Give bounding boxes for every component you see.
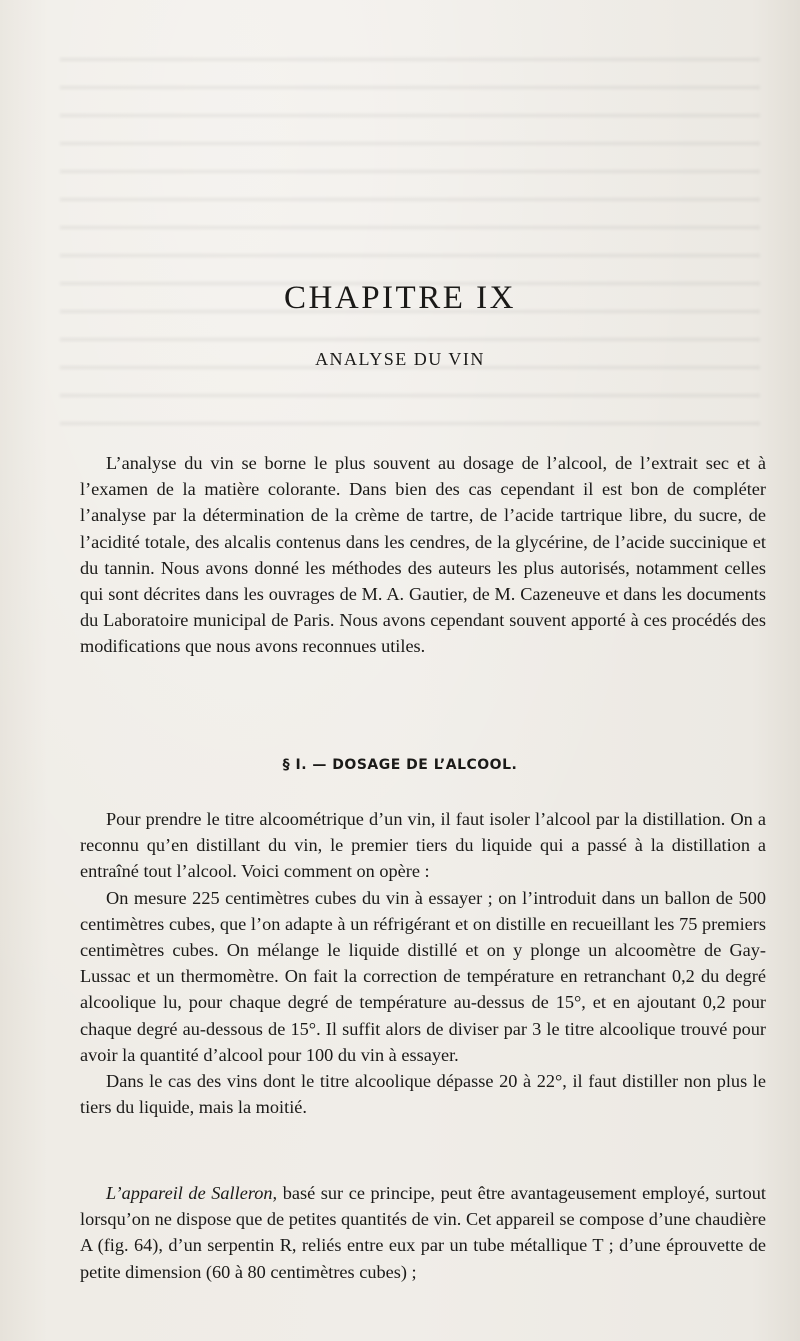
section-body <box>80 806 766 1120</box>
intro-paragraph: L’analyse du vin se borne le plus souvent au dosage de l’alcool, de l’extrait sec et à l’examen de la matière colorante. Dans bien des cas cependant il est bon de compléter l’analyse par la détermination de la crème de tartre, de l’acide tartrique libre, du sucre, de l’acidité totale, des alcalis contenus dans les cendres, de la glycérine, de l’acide succinique et du tannin. Nous avons donné les méthodes des auteurs les plus autorisés, notamment celles qui sont décrites dans les ouvrages de M. A. Gautier, de M. Cazeneuve et dans les documents du Laboratoire municipal de Paris. Nous avons cependant souvent apporté à ces procédés des modifications que nous avons reconnues utiles. <box>80 453 766 657</box>
chapter-subtitle: ANALYSE DU VIN <box>315 349 485 369</box>
paragraph-distillation: Pour prendre le titre alcoométrique d’un vin, il faut isoler l’alcool par la distillation. On a reconnu qu’en distillant du vin, le premier tiers du liquide qui a passé à la distillation a entraîné tout l’alcool. Voici comment on opère : <box>80 809 766 882</box>
paragraph-high-alcohol: Dans le cas des vins dont le titre alcoolique dépasse 20 à 22°, il faut distiller non plus le tiers du liquide, mais la moitié. <box>80 1071 766 1118</box>
paragraph-procedure: On mesure 225 centimètres cubes du vin à essayer ; on l’introduit dans un ballon de 500 centimètres cubes, que l’on adapte à un réfrigérant et on distille en recueillant les 75 premiers centimètres cubes. On mélange le liquide distillé et on y plonge un alcoomètre de Gay-Lussac et un thermomètre. On fait la correction de température en retranchant 0,2 du degré alcoolique lu, pour chaque degré de température au-dessus de 15°, et en ajoutant 0,2 pour chaque degré au-dessous de 15°. Il suffit alors de diviser par 3 le titre alcoolique trouvé pour avoir la quantité d’alcool pour 100 du vin à essayer. <box>80 887 766 1065</box>
salleron-italic-lead: L’appareil de Salleron, <box>106 1183 278 1203</box>
section-heading: § I. — DOSAGE DE L’ALCOOL. <box>282 757 518 773</box>
intro-block <box>80 450 766 660</box>
salleron-block <box>80 1180 766 1285</box>
chapter-title: CHAPITRE IX <box>284 280 516 316</box>
bleed-through-text <box>60 40 760 430</box>
paragraph-salleron <box>80 1180 766 1285</box>
salleron-rest: basé sur ce principe, peut être avantageusement employé, surtout lorsqu’on ne dispose que de petites quantités de vin. Cet appareil se compose d’une chaudière A (fig. 64), d’un serpentin R, reliés entre eux par un tube métallique T ; d’une éprouvette de petite dimension (60 à 80 centimètres cubes) ; <box>80 1183 766 1282</box>
